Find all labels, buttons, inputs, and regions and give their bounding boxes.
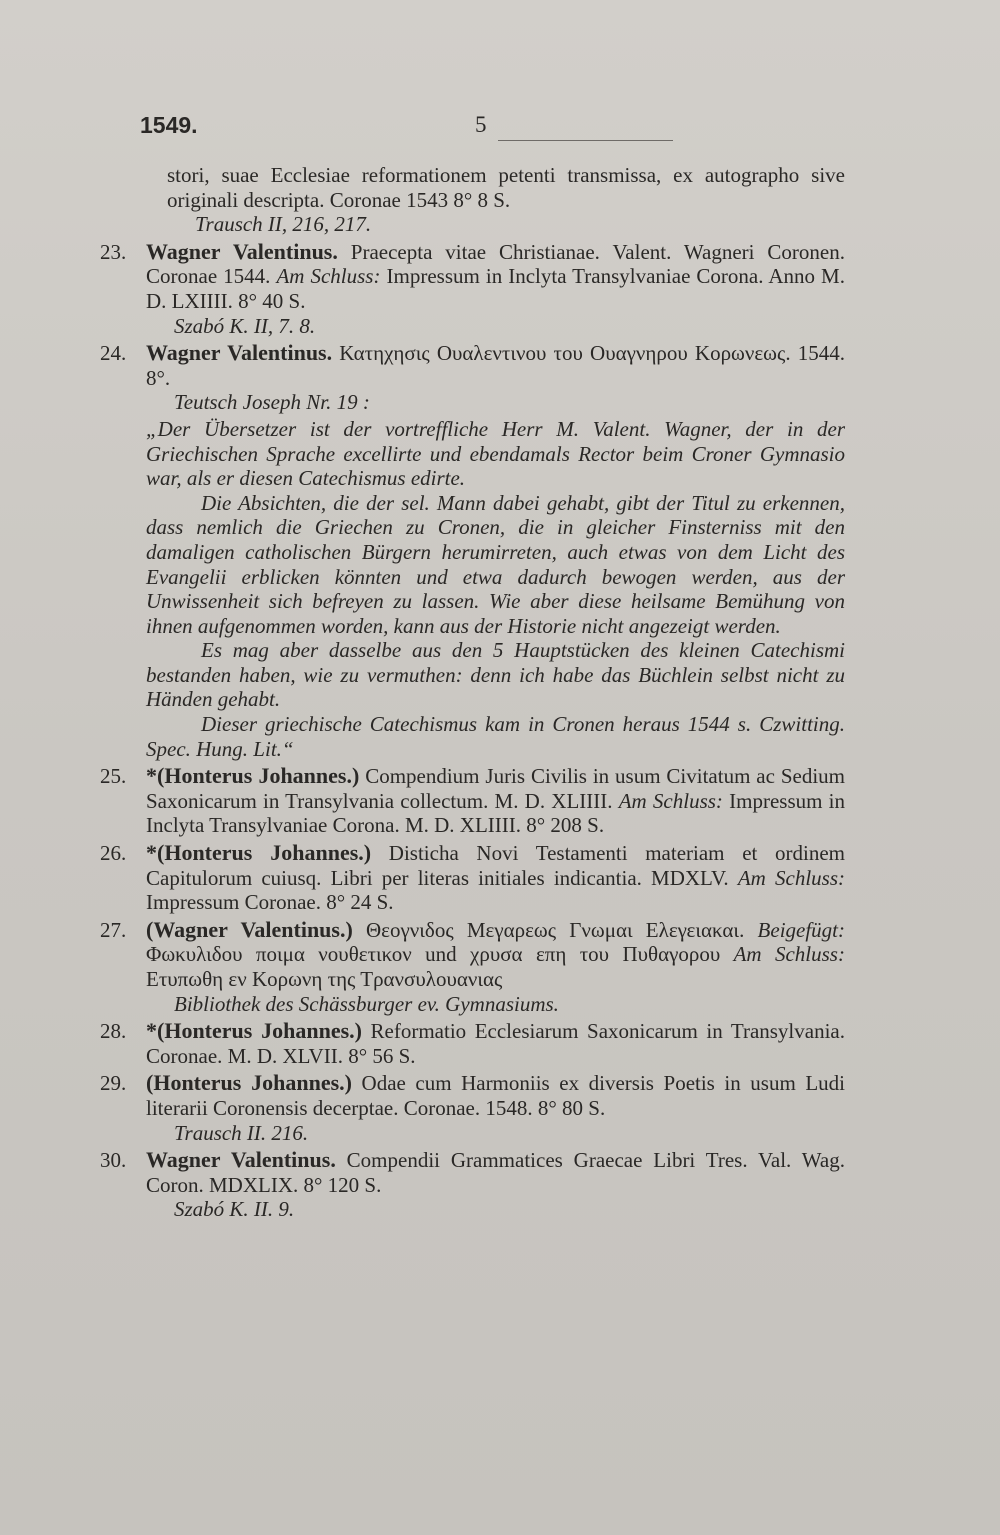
entry-text-2: Impressum in Inclyta Transylvaniae Corona. Anno M. D. LXIIII. 8° 40 S. bbox=[146, 264, 845, 313]
entry-ref: Trausch II. 216. bbox=[174, 1120, 309, 1145]
continuation-entry bbox=[167, 163, 845, 237]
bibliography-entry-24 bbox=[100, 341, 845, 761]
entry-text-2: Φωκυλιδου ποιμα νουθετικον und χρυσα επη του Πυθαγορου bbox=[146, 942, 734, 967]
entry-italic-label: Am Schluss: bbox=[737, 865, 845, 890]
entry-number: 23. bbox=[100, 239, 127, 264]
entry-number: 25. bbox=[100, 764, 127, 789]
entry-number: 26. bbox=[100, 841, 127, 866]
entry-number: 27. bbox=[100, 917, 127, 942]
page-header bbox=[140, 112, 840, 142]
page-body bbox=[100, 163, 845, 1222]
entry-ref: Szabó K. II. 9. bbox=[174, 1197, 295, 1222]
entry-text: Odae cum Harmoniis ex diversis Poetis in usum Ludi literarii Coronensis decerptae. Coronae. 1548. 8° 80 S. bbox=[146, 1071, 845, 1120]
entry-author: Wagner Valentinus. bbox=[146, 238, 338, 264]
entry-text-2: Impressum in Inclyta Transylvaniae Corona. M. D. XLIIII. 8° 208 S. bbox=[146, 788, 845, 838]
page-number: 5 bbox=[475, 112, 487, 137]
entry-author: *(Honterus Johannes.) bbox=[146, 763, 360, 789]
entry-text: Compendium Juris Civilis in usum Civitatum ac Sedium Saxonicarum in Transylvania collectum. M. D. XLIIII. bbox=[146, 764, 845, 813]
entry-italic-label: Beigefügt: bbox=[757, 917, 846, 942]
entry-ref: Teutsch Joseph Nr. 19 : bbox=[174, 390, 370, 415]
entry-text: Praecepta vitae Christianae. Valent. Wagneri Coronen. Coronae 1544. bbox=[146, 239, 845, 289]
entry-author: *(Honterus Johannes.) bbox=[146, 1018, 362, 1044]
continuation-text: stori, suae Ecclesiae reformationem petenti transmissa, ex autographo sive originali descripta. Coronae 1543 8° 8 S. bbox=[167, 163, 845, 212]
quote-paragraph: Dieser griechische Catechismus kam in Cronen heraus 1544 s. Czwitting. Spec. Hung. Lit.“ bbox=[146, 712, 845, 761]
entry-ref: Bibliothek des Schässburger ev. Gymnasiums. bbox=[174, 991, 559, 1016]
entry-text: Compendii Grammatices Graecae Libri Tres. Val. Wag. Coron. MDXLIX. 8° 120 S. bbox=[146, 1148, 845, 1197]
entry-text: Reformatio Ecclesiarum Saxonicarum in Transylvania. Coronae. M. D. XLVII. 8° 56 S. bbox=[146, 1019, 845, 1068]
bibliography-entry-27 bbox=[100, 918, 845, 1016]
bibliography-entry-26 bbox=[100, 841, 845, 915]
entry-author: (Wagner Valentinus.) bbox=[146, 916, 353, 942]
entry-number: 30. bbox=[100, 1148, 127, 1173]
bibliography-entry-25 bbox=[100, 764, 845, 838]
bibliography-entry-28 bbox=[100, 1019, 845, 1068]
entry-italic-label: Am Schluss: bbox=[618, 788, 723, 813]
bibliography-entry-29 bbox=[100, 1071, 845, 1145]
entry-quote bbox=[146, 417, 845, 761]
quote-paragraph: Es mag aber dasselbe aus den 5 Hauptstücken des kleinen Catechismi bestanden haben, wie zu vermuthen: denn ich habe das Büchlein selbst nicht zu Händen gehabt. bbox=[146, 638, 845, 712]
entry-ref: Szabó K. II, 7. 8. bbox=[174, 313, 316, 338]
header-rule bbox=[498, 140, 673, 141]
entry-number: 28. bbox=[100, 1019, 127, 1044]
entry-number: 29. bbox=[100, 1071, 127, 1096]
entry-author: *(Honterus Johannes.) bbox=[146, 840, 372, 866]
continuation-ref: Trausch II, 216, 217. bbox=[195, 212, 372, 237]
quote-paragraph: „Der Übersetzer ist der vortreffliche Herr M. Valent. Wagner, der in der Griechischen Sprache excellirte und ebendamals Rector beim Croner Gymnasio war, als er diesen Catechismus edirte. bbox=[146, 416, 845, 491]
entry-text-2: Impressum Coronae. 8° 24 S. bbox=[146, 890, 394, 915]
entry-author: Wagner Valentinus. bbox=[146, 340, 333, 366]
entry-text: Κατηχησις Ουαλεντινου του Ουαγνηρου Κορωνεως. 1544. 8°. bbox=[146, 341, 845, 390]
entry-italic-label-2: Am Schluss: bbox=[733, 942, 845, 967]
entry-number: 24. bbox=[100, 341, 127, 366]
entry-text: Disticha Novi Testamenti materiam et ordinem Capitulorum cuiusq. Libri per literas initiales indicantia. MDXLV. bbox=[146, 841, 845, 890]
entry-text: Θεογνιδος Μεγαρεως Γνωμαι Ελεγειακαι. bbox=[352, 917, 758, 942]
header-year: 1549. bbox=[140, 112, 198, 138]
bibliography-entry-30 bbox=[100, 1148, 845, 1222]
entry-author: (Honterus Johannes.) bbox=[146, 1070, 352, 1096]
bibliography-entry-23 bbox=[100, 240, 845, 338]
entry-text-3: Ετυπωθη εν Κορωνη της Τρανσυλουανιας bbox=[146, 967, 503, 991]
quote-paragraph: Die Absichten, die der sel. Mann dabei gehabt, gibt der Titul zu erkennen, dass nemlich die Griechen zu Cronen, die in gleicher Finsterniss mit den damaligen catholischen Bürgern herumirreten, auch etwas von dem Licht des Evangelii erblicken könnten und etwa dadurch bewogen werden, aus der Unwissenheit sich befreyen zu lassen. Wie aber diese heilsame Bemühung von ihnen aufgenommen worden, kann aus der Historie nicht angezeigt werden. bbox=[146, 490, 845, 638]
entry-author: Wagner Valentinus. bbox=[146, 1147, 336, 1173]
entry-italic-label: Am Schluss: bbox=[276, 264, 381, 289]
